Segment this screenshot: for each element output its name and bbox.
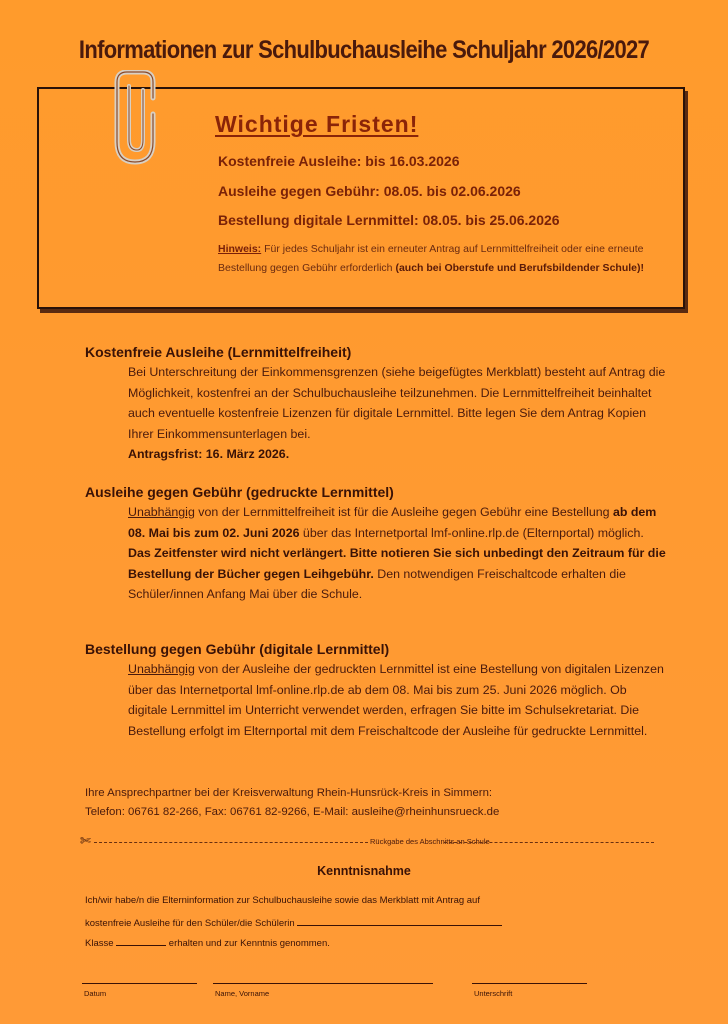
fee-digital-underline: Unabhängig xyxy=(128,662,195,676)
cut-dash-right xyxy=(444,842,654,843)
fee-print-text-2: über das Internetportal lmf-online.rlp.de (Elternportal) möglich. xyxy=(299,525,644,540)
fee-print-underline: Unabhängig xyxy=(128,505,195,519)
free-loan-deadline: Antragsfrist: 16. März 2026. xyxy=(128,447,290,461)
fee-print-bold-2: Das Zeitfenster wird nicht verlängert. Bitte notieren Sie sich unbedingt den Zeitraum für die Bestellung der Bücher gegen Leihgebühr. xyxy=(128,546,666,581)
deadline-fee-loan: Ausleihe gegen Gebühr: 08.05. bis 02.06.2026 xyxy=(218,183,521,199)
cut-line xyxy=(80,833,655,850)
notice-text: Für jedes Schuljahr ist ein erneuter Antrag auf Lernmittelfreiheit oder eine erneute Bestellung gegen Gebühr erforderlich xyxy=(218,243,644,274)
paperclip-icon xyxy=(113,70,193,180)
section-body-free-loan xyxy=(128,362,668,465)
page-title: Informationen zur Schulbuchausleihe Schuljahr 2026/2027 xyxy=(78,36,650,64)
notice-label: Hinweis: xyxy=(218,243,262,255)
student-label: kostenfreie Ausleihe für den Schüler/die Schülerin xyxy=(85,918,295,929)
free-loan-text: Bei Unterschreitung der Einkommensgrenzen (siehe beigefügtes Merkblatt) besteht auf Antrag die Möglichkeit, kostenfrei an der Schulbuchausleihe teilzunehmen. Die Lernmittelfreiheit beinhaltet auch eventuelle kostenfreie Lizenzen für digitale Lernmittel. Bitte legen Sie dem Antrag Kopien Ihrer Einkommensunterlagen bei. xyxy=(128,365,666,441)
acknowledgement-line-1: Ich/wir habe/n die Elterninformation zur Schulbuchausleihe sowie das Merkblatt mit Antrag auf xyxy=(85,895,480,906)
name-label: Name, Vorname xyxy=(215,989,270,998)
fee-print-bold-1: ab dem 08. Mai bis zum 02. Juni 2026 xyxy=(128,505,657,540)
notice-bold: (auch bei Oberstufe und Berufsbildender Schule)! xyxy=(395,262,644,274)
fee-print-text-1: von der Lernmittelfreiheit ist für die Ausleihe gegen Gebühr eine Bestellung xyxy=(194,505,613,519)
section-heading-fee-digital: Bestellung gegen Gebühr (digitale Lernmittel) xyxy=(85,641,390,657)
name-field[interactable] xyxy=(213,983,433,984)
acknowledgement-line-3 xyxy=(85,935,330,949)
contact-line-2: Telefon: 06761 82-266, Fax: 06761 82-9266, E-Mail: ausleihe@rheinhunsrueck.de xyxy=(85,806,500,818)
fee-print-text-3: Den notwendigen Freischaltcode erhalten die Schüler/innen Anfang Mai über die Schule. xyxy=(128,566,626,601)
deadline-digital-order: Bestellung digitale Lernmittel: 08.05. bis 25.06.2026 xyxy=(218,212,560,228)
deadlines-heading: Wichtige Fristen! xyxy=(215,111,419,137)
deadline-notice xyxy=(218,240,658,278)
scissors-icon: ✄ xyxy=(80,833,91,848)
fee-digital-text: von der Ausleihe der gedruckten Lernmittel ist eine Bestellung von digitalen Lizenzen über das Internetportal lmf-online.rlp.de ab dem 08. Mai bis zum 25. Juni 2026 möglich. Ob digitale Lernmittel im Unterricht verwendet werden, erfragen Sie bitte im Schulsekretariat. Die Bestellung erfolgt im Elternportal mit dem Freischaltcode der Ausleihe für gedruckte Lernmittel. xyxy=(128,662,664,738)
cut-label: Rückgabe des Abschnitts an Schule xyxy=(370,837,490,846)
date-field[interactable] xyxy=(82,983,197,984)
class-label: Klasse xyxy=(85,938,114,949)
acknowledgement-line-2 xyxy=(85,915,502,929)
acknowledgement-title: Kenntnisnahme xyxy=(317,864,411,878)
section-heading-fee-print: Ausleihe gegen Gebühr (gedruckte Lernmittel) xyxy=(85,484,394,500)
contact-line-1: Ihre Ansprechpartner bei der Kreisverwaltung Rhein-Hunsrück-Kreis in Simmern: xyxy=(85,787,493,799)
class-field[interactable] xyxy=(116,935,166,946)
signature-label: Unterschrift xyxy=(474,989,513,998)
date-label: Datum xyxy=(84,989,107,998)
acknowledgement-end: erhalten und zur Kenntnis genommen. xyxy=(168,938,330,949)
section-body-fee-print xyxy=(128,502,668,605)
deadline-free-loan: Kostenfreie Ausleihe: bis 16.03.2026 xyxy=(218,153,460,169)
signature-field[interactable] xyxy=(472,983,587,984)
student-name-field[interactable] xyxy=(297,915,502,926)
cut-dash-left xyxy=(94,842,368,843)
section-body-fee-digital xyxy=(128,659,668,741)
contact-info xyxy=(85,784,685,822)
section-heading-free-loan: Kostenfreie Ausleihe (Lernmittelfreiheit) xyxy=(85,344,352,360)
